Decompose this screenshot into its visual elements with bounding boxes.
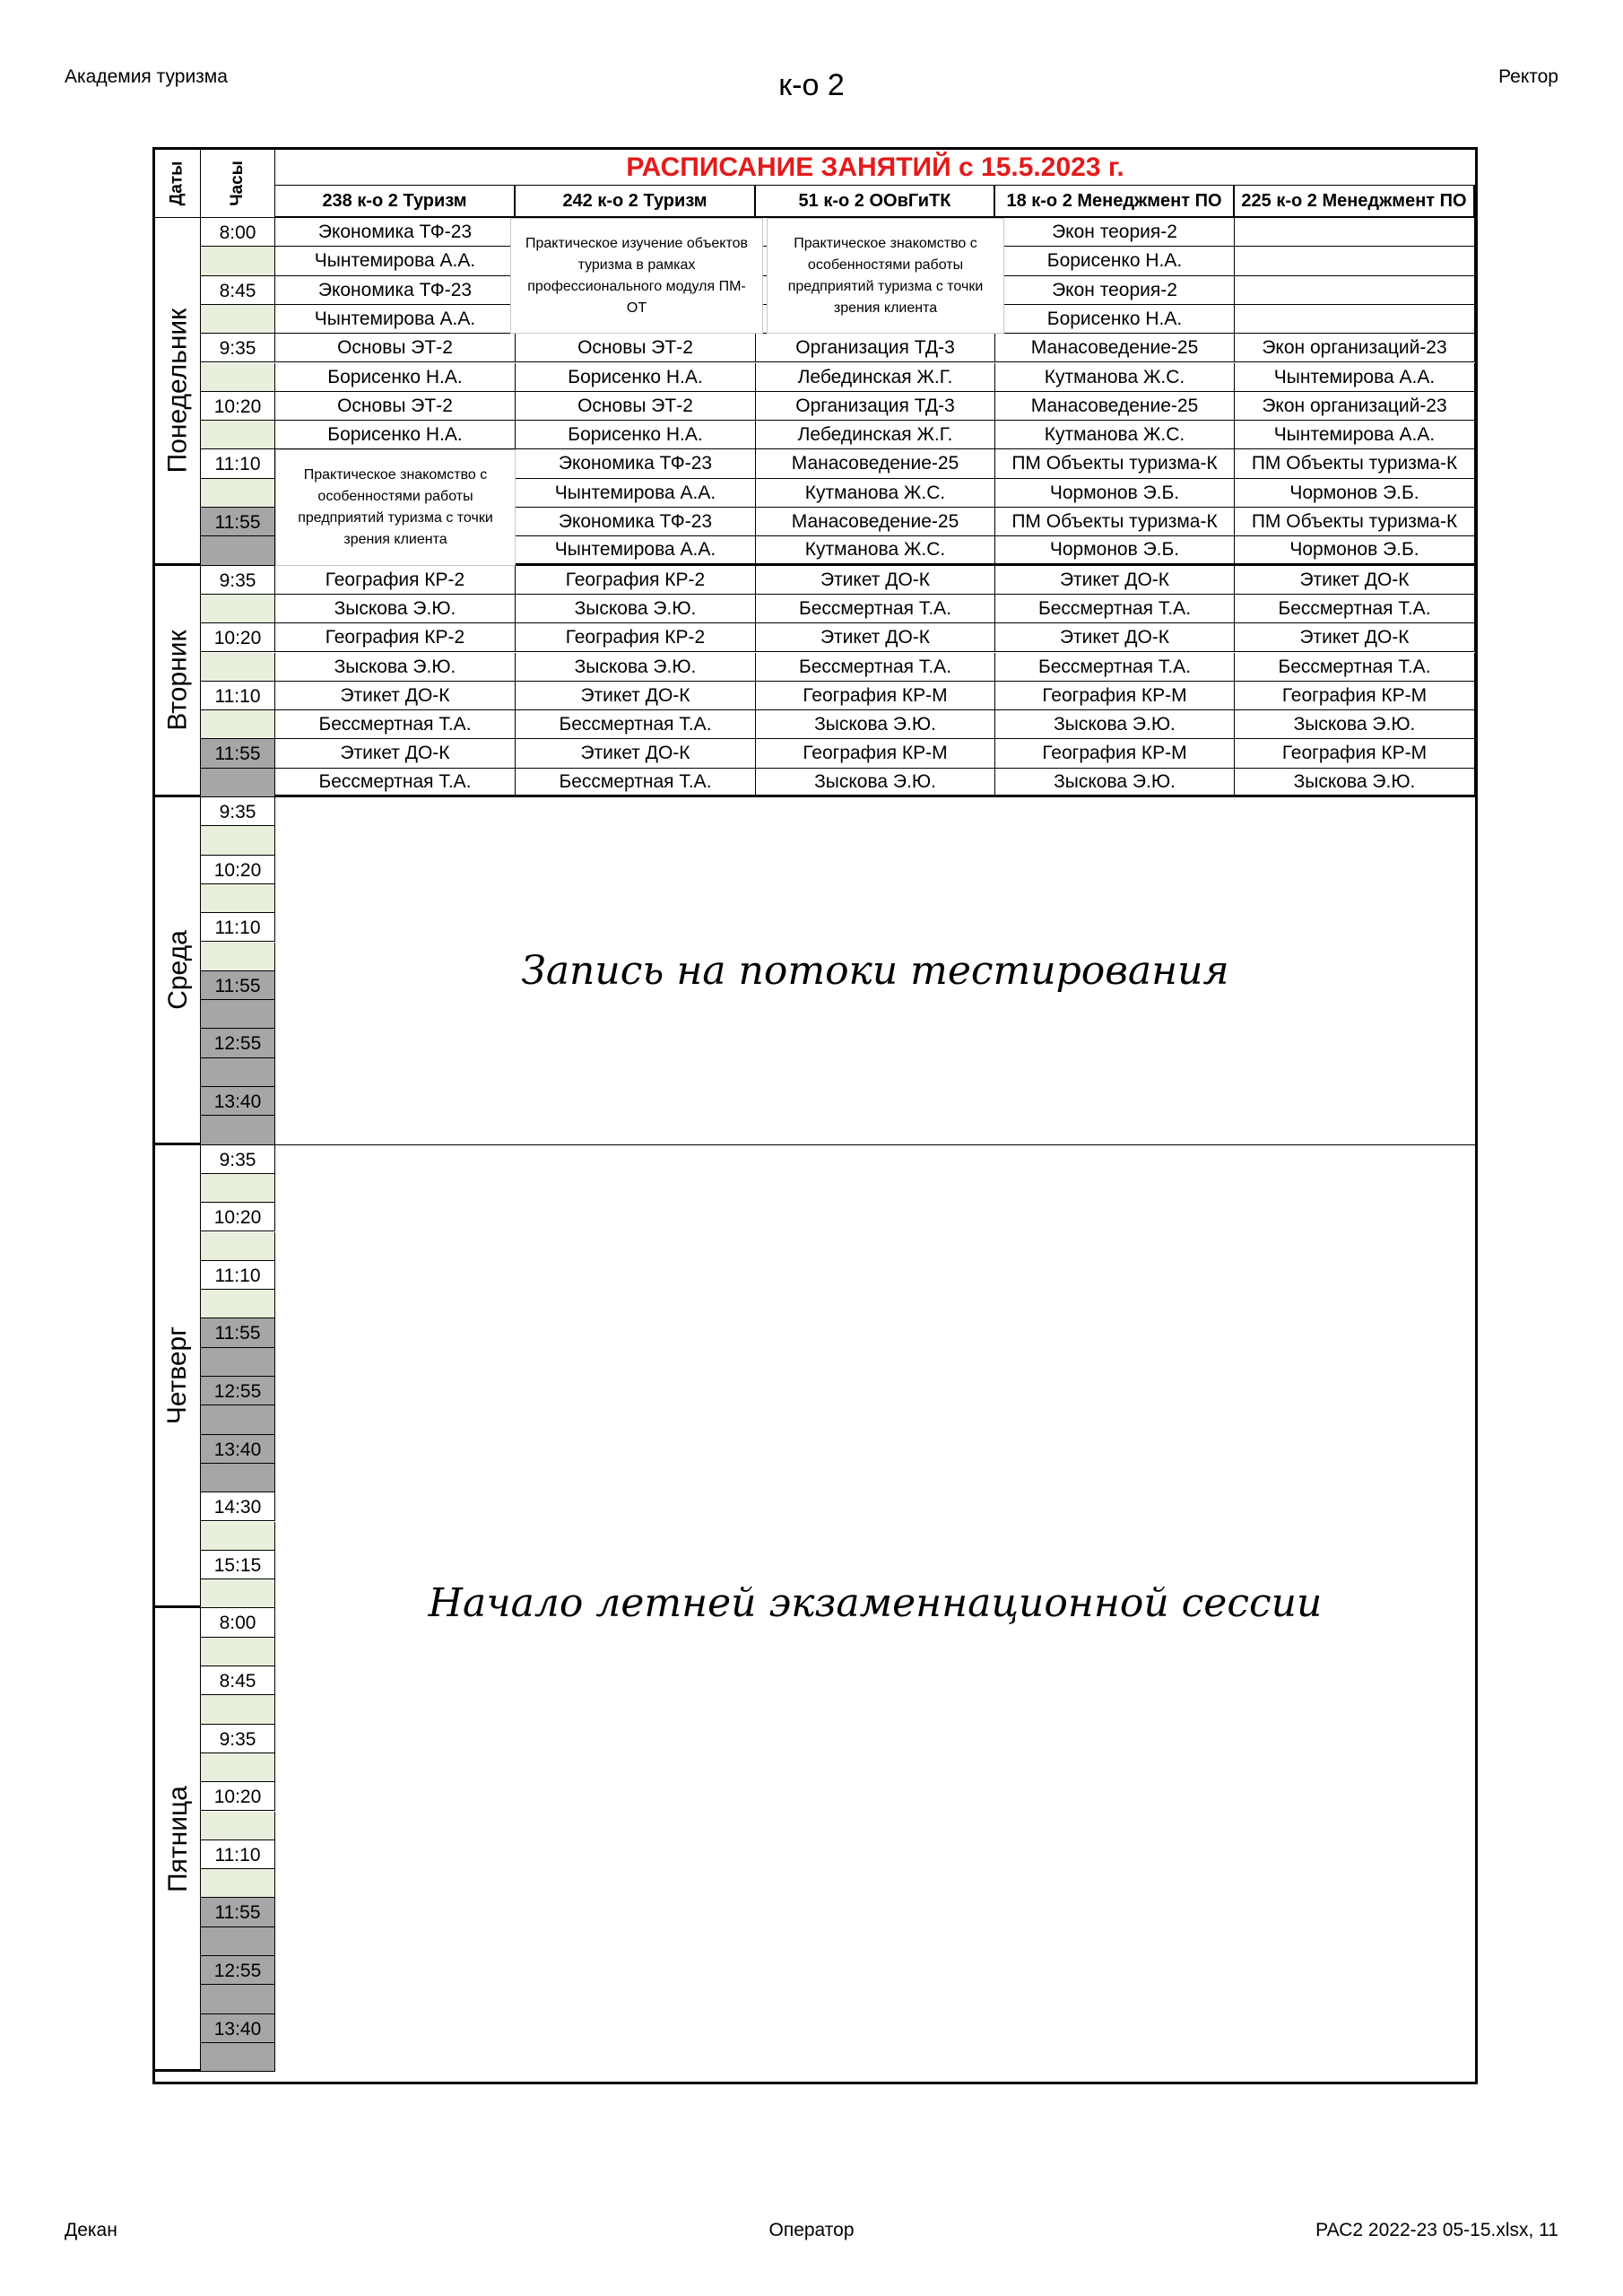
schedule-cell: География КР-М [756, 682, 995, 710]
schedule-cell: Зыскова Э.Ю. [1235, 710, 1475, 739]
time-slot: 11:10 [201, 1261, 275, 1290]
day-name: Понедельник [162, 308, 193, 474]
time-slot: 11:55 [201, 971, 275, 1000]
time-slot: 10:20 [201, 1203, 275, 1231]
time-slot-sub [201, 421, 275, 449]
dates-header-label: Даты [167, 161, 187, 206]
time-slot-sub [201, 1405, 275, 1434]
schedule-cell: Борисенко Н.А. [516, 421, 756, 449]
time-slot: 11:55 [201, 739, 275, 768]
time-slot: 8:45 [201, 1666, 275, 1695]
header-course: к-о 2 [778, 68, 845, 102]
schedule-cell: Зыскова Э.Ю. [516, 653, 756, 682]
time-slot: 15:15 [201, 1551, 275, 1579]
schedule-cell: Лебединская Ж.Г. [756, 363, 995, 392]
schedule-cell: Этикет ДО-К [995, 623, 1235, 652]
time-slot-sub [201, 1869, 275, 1898]
schedule-cell: Бессмертная Т.А. [995, 595, 1235, 623]
time-slot-sub [201, 653, 275, 682]
note-practice-242: Практическое изучение объектов туризма в рамках профессионального модуля ПМ- ОТ [510, 218, 763, 334]
day-name: Четверг [162, 1326, 193, 1425]
column-header: 18 к-о 2 Менеджмент ПО [995, 186, 1235, 218]
time-slot: 11:10 [201, 1840, 275, 1869]
schedule-cell: Бессмертная Т.А. [756, 653, 995, 682]
time-slot-sub [201, 1348, 275, 1377]
schedule-cell: Борисенко Н.А. [275, 421, 516, 449]
schedule-cell: Экономика ТФ-23 [275, 218, 516, 247]
time-slot: 9:35 [201, 1725, 275, 1753]
schedule-cell: Экон теория-2 [995, 218, 1235, 247]
time-slot: 9:35 [201, 334, 275, 362]
time-slot: 9:35 [201, 1145, 275, 1174]
time-slot-sub [201, 305, 275, 334]
schedule-cell: Кутманова Ж.С. [995, 421, 1235, 449]
schedule-cell: Чынтемирова А.А. [516, 479, 756, 508]
time-slot: 9:35 [201, 797, 275, 826]
time-slot: 11:55 [201, 1318, 275, 1347]
schedule-cell: Чормонов Э.Б. [995, 536, 1235, 565]
time-slot: 10:20 [201, 392, 275, 421]
time-slot-sub [201, 479, 275, 508]
column-header: 242 к-о 2 Туризм [516, 186, 756, 218]
time-slot-sub [201, 943, 275, 971]
schedule-cell: Чормонов Э.Б. [1235, 479, 1475, 508]
day-name: Среда [162, 930, 193, 1010]
time-slot: 11:10 [201, 449, 275, 478]
schedule-cell: Бессмертная Т.А. [516, 769, 756, 797]
time-slot-sub [201, 595, 275, 623]
schedule-cell: Зыскова Э.Ю. [995, 769, 1235, 797]
time-slot-sub [201, 1812, 275, 1840]
time-slot-sub [201, 1000, 275, 1029]
time-slot-sub [201, 1058, 275, 1087]
schedule-cell: Зыскова Э.Ю. [756, 710, 995, 739]
schedule-cell: Кутманова Ж.С. [756, 536, 995, 565]
time-slot-sub [201, 1927, 275, 1956]
note-practice-238: Практическое знакомство с особенностями работы предприятий туризма с точки зрения клиента [275, 449, 516, 565]
schedule-cell: ПМ Объекты туризма-К [995, 449, 1235, 478]
banner-wednesday-text: Запись на потоки тестирования [521, 947, 1229, 994]
time-slot-sub [201, 1522, 275, 1551]
time-slot-sub [201, 1638, 275, 1666]
schedule-cell: Манасоведение-25 [756, 449, 995, 478]
schedule-cell: Экон организаций-23 [1235, 392, 1475, 421]
schedule-cell: Кутманова Ж.С. [995, 363, 1235, 392]
schedule-cell: Бессмертная Т.А. [275, 710, 516, 739]
time-slot: 10:20 [201, 623, 275, 652]
time-slot: 13:40 [201, 1435, 275, 1464]
schedule-cell: География КР-2 [275, 623, 516, 652]
schedule-cell: Чормонов Э.Б. [1235, 536, 1475, 565]
schedule-cell: Зыскова Э.Ю. [275, 653, 516, 682]
time-slot: 11:10 [201, 913, 275, 942]
schedule-cell: Этикет ДО-К [756, 566, 995, 595]
day-label-monday [155, 218, 201, 566]
banner-wednesday [275, 797, 1475, 1145]
schedule-cell: Экономика ТФ-23 [516, 508, 756, 536]
schedule-cell: География КР-М [995, 682, 1235, 710]
footer-operator: Оператор [768, 2220, 855, 2240]
schedule-cell: Зыскова Э.Ю. [756, 769, 995, 797]
time-slot: 14:30 [201, 1492, 275, 1521]
schedule-cell: География КР-М [1235, 739, 1475, 768]
schedule-cell: ПМ Объекты туризма-К [1235, 449, 1475, 478]
time-slot: 10:20 [201, 1782, 275, 1811]
time-slot-sub [201, 2043, 275, 2072]
schedule-cell: География КР-2 [516, 623, 756, 652]
schedule-cell: Чынтемирова А.А. [275, 305, 516, 334]
column-header: 51 к-о 2 ООвГиТК [756, 186, 995, 218]
schedule-cell: Бессмертная Т.А. [1235, 653, 1475, 682]
schedule-cell: Этикет ДО-К [1235, 623, 1475, 652]
header-academy: Академия туризма [65, 66, 228, 87]
schedule-cell: Этикет ДО-К [275, 682, 516, 710]
schedule-cell: География КР-М [756, 739, 995, 768]
schedule-cell [1235, 218, 1475, 247]
day-name: Пятница [162, 1785, 193, 1892]
schedule-cell: География КР-М [1235, 682, 1475, 710]
schedule-cell: Бессмертная Т.А. [756, 595, 995, 623]
time-slot-sub [201, 1579, 275, 1608]
time-slot-sub [201, 1985, 275, 2013]
schedule-cell: Экон теория-2 [995, 276, 1235, 305]
time-slot: 13:40 [201, 2014, 275, 2043]
schedule-cell [1235, 305, 1475, 334]
time-slot-sub [201, 1174, 275, 1203]
schedule-cell: Манасоведение-25 [995, 334, 1235, 362]
time-slot: 8:45 [201, 276, 275, 305]
schedule-cell: Чормонов Э.Б. [995, 479, 1235, 508]
dates-header [155, 150, 201, 218]
schedule-table [152, 147, 1478, 2084]
schedule-cell: Манасоведение-25 [995, 392, 1235, 421]
time-slot: 8:00 [201, 218, 275, 247]
schedule-cell [1235, 247, 1475, 275]
schedule-cell: Основы ЭТ-2 [275, 334, 516, 362]
time-slot-sub [201, 884, 275, 913]
schedule-cell: Экономика ТФ-23 [516, 449, 756, 478]
schedule-cell: Этикет ДО-К [1235, 566, 1475, 595]
schedule-cell: География КР-2 [275, 566, 516, 595]
header-rector: Ректор [1498, 66, 1558, 87]
schedule-cell: Основы ЭТ-2 [516, 334, 756, 362]
schedule-cell: Этикет ДО-К [275, 739, 516, 768]
day-name: Вторник [162, 630, 193, 731]
time-slot: 10:20 [201, 856, 275, 884]
time-slot-sub [201, 1695, 275, 1724]
schedule-cell: Экономика ТФ-23 [275, 276, 516, 305]
schedule-cell: Борисенко Н.А. [995, 305, 1235, 334]
time-slot: 9:35 [201, 566, 275, 595]
schedule-cell: ПМ Объекты туризма-К [1235, 508, 1475, 536]
time-slot-sub [201, 1464, 275, 1492]
schedule-title: РАСПИСАНИЕ ЗАНЯТИЙ с 15.5.2023 г. [275, 150, 1475, 186]
schedule-cell: Кутманова Ж.С. [756, 479, 995, 508]
day-label-tuesday [155, 566, 201, 797]
schedule-cell: Борисенко Н.А. [275, 363, 516, 392]
schedule-cell: Борисенко Н.А. [995, 247, 1235, 275]
hours-header-label: Часы [227, 161, 247, 206]
banner-session-text: Начало летней экзаменнационной сессии [428, 1579, 1323, 1626]
time-slot: 8:00 [201, 1608, 275, 1637]
time-slot-sub [201, 769, 275, 797]
schedule-cell: Этикет ДО-К [516, 682, 756, 710]
schedule-cell: Организация ТД-3 [756, 334, 995, 362]
note-practice-51: Практическое знакомство с особенностями работы предприятий туризма с точки зрения клиента [767, 218, 1004, 334]
schedule-cell: Организация ТД-3 [756, 392, 995, 421]
time-slot-sub [201, 1753, 275, 1782]
schedule-cell: Этикет ДО-К [995, 566, 1235, 595]
schedule-cell: Бессмертная Т.А. [1235, 595, 1475, 623]
column-header: 225 к-о 2 Менеджмент ПО [1235, 186, 1475, 218]
schedule-cell: Чынтемирова А.А. [275, 247, 516, 275]
time-slot: 11:55 [201, 1898, 275, 1926]
schedule-cell: Основы ЭТ-2 [275, 392, 516, 421]
time-slot-sub [201, 1290, 275, 1318]
schedule-cell: Манасоведение-25 [756, 508, 995, 536]
schedule-cell: ПМ Объекты туризма-К [995, 508, 1235, 536]
schedule-cell: Этикет ДО-К [756, 623, 995, 652]
schedule-cell: Бессмертная Т.А. [516, 710, 756, 739]
time-slot-sub [201, 536, 275, 565]
day-label-friday [155, 1608, 201, 2072]
time-slot-sub [201, 826, 275, 855]
time-slot: 11:10 [201, 682, 275, 710]
time-slot-sub [201, 1116, 275, 1144]
time-slot: 11:55 [201, 508, 275, 536]
day-label-thursday [155, 1145, 201, 1609]
column-header: 238 к-о 2 Туризм [275, 186, 516, 218]
schedule-cell: Основы ЭТ-2 [516, 392, 756, 421]
schedule-cell: Чынтемирова А.А. [516, 536, 756, 565]
schedule-cell: Экон организаций-23 [1235, 334, 1475, 362]
time-slot-sub [201, 710, 275, 739]
time-slot-sub [201, 363, 275, 392]
footer-dean: Декан [65, 2220, 117, 2240]
time-slot: 12:55 [201, 1956, 275, 1985]
schedule-cell: Зыскова Э.Ю. [516, 595, 756, 623]
schedule-cell: География КР-М [995, 739, 1235, 768]
footer-filename: РАС2 2022-23 05-15.xlsx, 11 [1315, 2220, 1558, 2240]
schedule-cell: Зыскова Э.Ю. [1235, 769, 1475, 797]
schedule-cell: Бессмертная Т.А. [995, 653, 1235, 682]
time-slot-sub [201, 247, 275, 275]
schedule-cell: География КР-2 [516, 566, 756, 595]
banner-session [275, 1145, 1475, 2070]
hours-header [201, 150, 275, 218]
time-slot: 12:55 [201, 1377, 275, 1405]
schedule-cell: Этикет ДО-К [516, 739, 756, 768]
schedule-cell: Бессмертная Т.А. [275, 769, 516, 797]
time-slot: 13:40 [201, 1087, 275, 1116]
time-slot: 12:55 [201, 1029, 275, 1057]
schedule-cell: Чынтемирова А.А. [1235, 421, 1475, 449]
schedule-cell [1235, 276, 1475, 305]
schedule-cell: Зыскова Э.Ю. [995, 710, 1235, 739]
day-label-wednesday [155, 797, 201, 1145]
schedule-cell: Чынтемирова А.А. [1235, 363, 1475, 392]
time-slot-sub [201, 1232, 275, 1261]
schedule-cell: Зыскова Э.Ю. [275, 595, 516, 623]
schedule-cell: Лебединская Ж.Г. [756, 421, 995, 449]
schedule-cell: Борисенко Н.А. [516, 363, 756, 392]
